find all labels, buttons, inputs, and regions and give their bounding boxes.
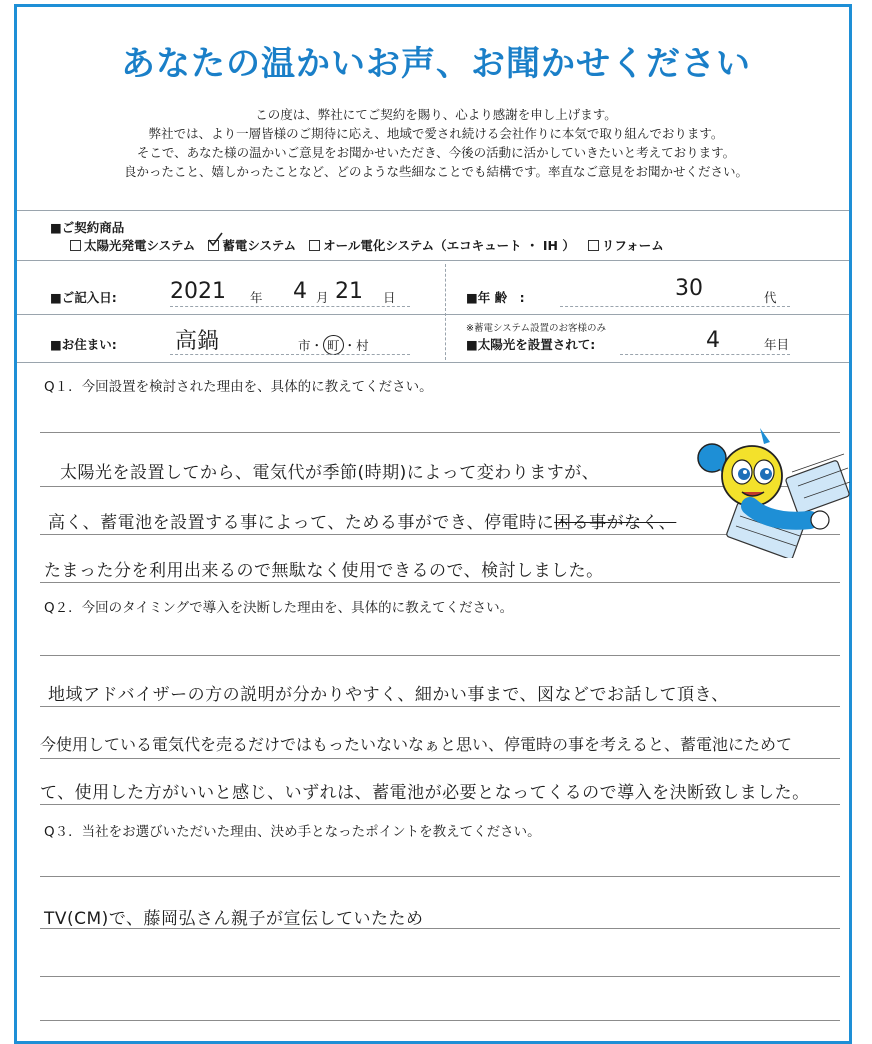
answer-rule (40, 758, 840, 759)
checked-box-icon (208, 240, 219, 251)
answer-rule (40, 582, 840, 583)
option-label: 蓄電システム (222, 238, 297, 253)
form-title: あなたの温かいお声、お聞かせください (121, 44, 751, 84)
answer-1-line-3: たまった分を利用出来るので無駄なく使用できるので、検討しました。 (44, 561, 604, 581)
year-unit: 年 (250, 290, 263, 305)
month-unit: 月 (316, 290, 329, 305)
solar-years-value: 4 (706, 328, 720, 353)
address-value: 高鍋 (175, 329, 220, 354)
date-underline (170, 306, 410, 307)
age-unit: 代 (764, 290, 777, 305)
divider (17, 362, 849, 363)
option-label: 太陽光発電システム (84, 238, 196, 253)
city-option: 市 (298, 338, 311, 353)
intro-line: そこで、あなた様の温かいご意見をお聞かせいただき、今後の活動に活かしていきたいと考えております。 (136, 145, 736, 160)
solar-label: ■太陽光を設置されて: (466, 337, 596, 352)
entry-date-label: ■ご記入日: (50, 290, 117, 305)
divider (17, 314, 849, 315)
answer-2-line-2: 今使用している電気代を売るだけではもったいないなぁと思い、停電時の事を考えると、蓄電池にためて (40, 735, 793, 754)
checkbox-icon (70, 240, 81, 251)
solar-underline (620, 354, 790, 355)
answer-3-line-1: TV(CM)で、藤岡弘さん親子が宣伝していたため (44, 909, 424, 929)
address-label: ■お住まい: (50, 337, 117, 352)
age-value: 30 (675, 276, 703, 301)
contract-options (70, 236, 664, 254)
age-underline (560, 306, 790, 307)
intro-line: 弊社では、より一層皆様のご期待に応え、地域で愛され続ける会社作りに本気で取り組んでおります。 (148, 126, 724, 141)
answer-rule (40, 706, 840, 707)
entry-month: 4 (293, 279, 307, 304)
checkbox-storage[interactable] (208, 238, 296, 253)
address-type: 市・ 町 ・村 (298, 335, 369, 355)
checkbox-solar[interactable] (70, 238, 195, 253)
intro-line: 良かったこと、嬉しかったことなど、どのような些細なことでも結構です。率直なご意見をお聞かせください。 (123, 164, 748, 179)
answer-1-line-2: 高く、蓄電池を設置する事によって、ためる事ができ、停電時に困る事がなく、 (48, 513, 677, 533)
answer-rule (40, 1020, 840, 1021)
address-underline (170, 354, 410, 355)
entry-day: 21 (335, 279, 363, 304)
age-label: ■年 齢 : (466, 290, 525, 305)
answer-rule (40, 655, 840, 656)
checkbox-icon (309, 240, 320, 251)
mascot-illustration (690, 428, 850, 558)
option-label: リフォーム (601, 238, 664, 253)
struck-text: 困る事がなく、 (554, 513, 677, 533)
answer-rule (40, 928, 840, 929)
solar-years-unit: 年目 (764, 337, 790, 352)
answer-rule (40, 976, 840, 977)
solar-note: ※蓄電システム設置のお客様のみ (466, 323, 607, 334)
checkbox-reform[interactable] (588, 238, 664, 253)
question-2: Q２．今回のタイミングで導入を決断した理由を、具体的に教えてください。 (44, 600, 514, 616)
contract-heading: ■ご契約商品 (50, 220, 125, 235)
town-option-circled: 町 (323, 335, 344, 355)
answer-rule (40, 876, 840, 877)
option-label: オール電化システム（エコキュート ・ IH ） (323, 238, 575, 253)
answer-rule (40, 804, 840, 805)
column-divider (445, 264, 446, 360)
entry-year: 2021 (170, 279, 226, 304)
answer-2-line-1: 地域アドバイザーの方の説明が分かりやすく、細かい事まで、図などでお話して頂き、 (48, 685, 729, 705)
day-unit: 日 (383, 290, 396, 305)
answer-2-line-3: て、使用した方がいいと感じ、いずれは、蓄電池が必要となってくるので導入を決断致しました。 (40, 783, 810, 803)
divider (17, 210, 849, 211)
intro-line: この度は、弊社にてご契約を賜り、心より感謝を申し上げます。 (255, 107, 617, 122)
checkbox-all-electric[interactable] (309, 238, 575, 253)
question-1: Q１．今回設置を検討された理由を、具体的に教えてください。 (44, 379, 433, 395)
question-3: Q３．当社をお選びいただいた理由、決め手となったポイントを教えてください。 (44, 824, 541, 840)
checkbox-icon (588, 240, 599, 251)
village-option: 村 (356, 338, 369, 353)
answer-1-line-1: 太陽光を設置してから、電気代が季節(時期)によって変わりますが、 (60, 463, 600, 483)
intro-text (0, 105, 872, 181)
divider (17, 260, 849, 261)
